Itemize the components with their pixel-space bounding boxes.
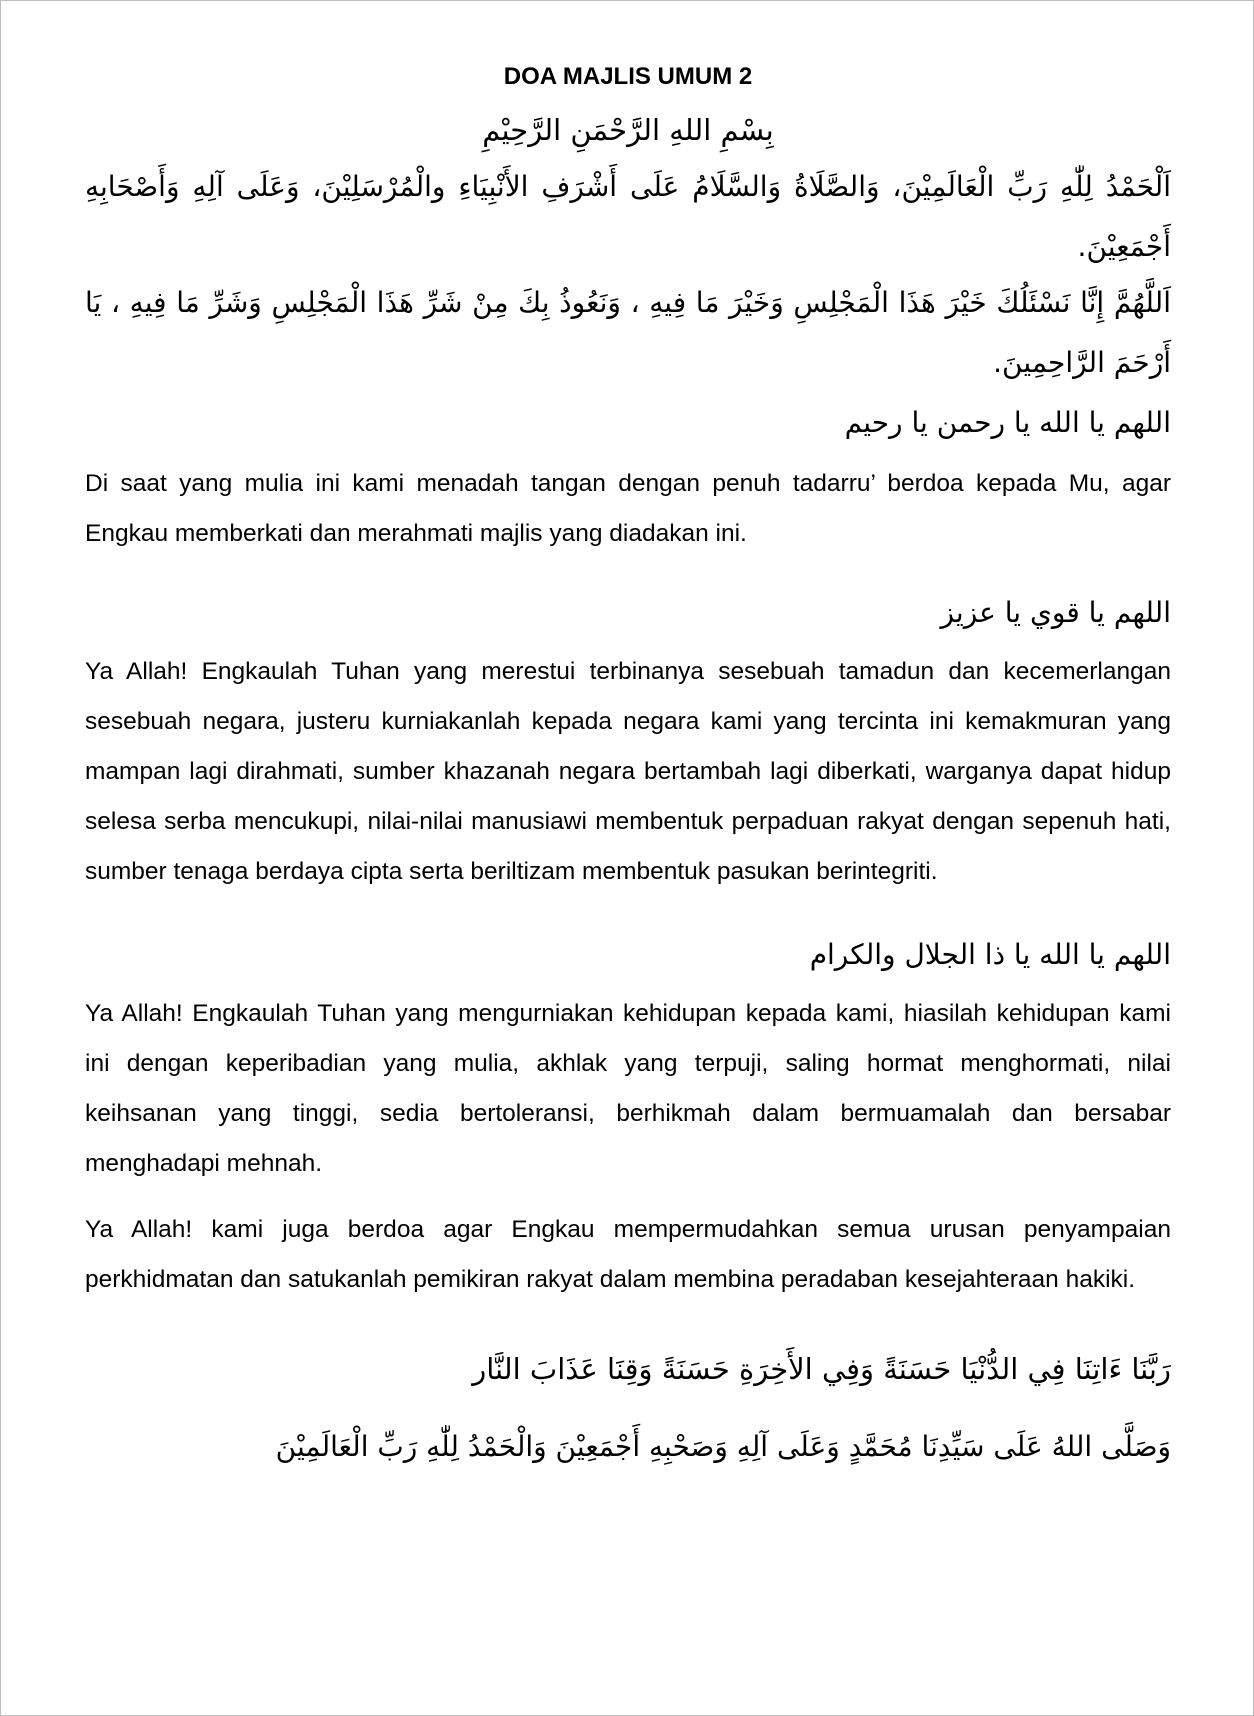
section-paragraph: Ya Allah! Engkaulah Tuhan yang mengurniakan kehidupan kepada kami, hiasilah kehidupan kami ini dengan keperibadian yang mulia, akhlak yang terpuji, saling hormat menghormati, nilai keihsanan yang tinggi, sedia bertoleransi, berhikmah dalam bermuamalah dan bersabar menghadapi mehnah. <box>85 1000 1171 1177</box>
closing-line: وَصَلَّى اللهُ عَلَى سَيِّدِنَا مُحَمَّدٍ وَعَلَى آلِهِ وَصَحْبِهِ أَجْمَعِيْنَ وَالْحَمْدُ لِلّٰهِ رَبِّ الْعَالَمِيْنَ <box>275 1430 1171 1463</box>
section-heading: اللهم يا الله يا رحمن يا رحيم <box>844 406 1171 439</box>
closing-line: رَبَّنَا ءَاتِنَا فِي الدُّنْيَا حَسَنَةً وَفِي الأَخِرَةِ حَسَنَةً وَقِنَا عَذَابَ النَّار <box>472 1352 1171 1386</box>
opening-praise: اَلْحَمْدُ لِلّٰهِ رَبِّ الْعَالَمِيْنَ، وَالصَّلَاةُ وَالسَّلَامُ عَلَى أَشْرَفِ الأَنْبِيَاءِ والْمُرْسَلِيْنَ، وَعَلَى آلِهِ وَأَصْحَابِهِ أَجْمَعِيْنَ. <box>85 170 1171 263</box>
section-paragraph: Di saat yang mulia ini kami menadah tangan dengan penuh tadarru’ berdoa kepada Mu, agar Engkau memberkati dan merahmati majlis yang diadakan ini. <box>85 470 1171 547</box>
section-paragraph: Ya Allah! kami juga berdoa agar Engkau mempermudahkan semua urusan penyampaian perkhidmatan dan satukanlah pemikiran rakyat dalam membina peradaban kesejahteraan hakiki. <box>85 1216 1171 1293</box>
basmalah: بِسْمِ اللهِ الرَّحْمَنِ الرَّحِيْمِ <box>482 113 774 147</box>
opening-supplication: اَللَّهُمَّ إِنَّا نَسْئَلُكَ خَيْرَ هَذَا الْمَجْلِسِ وَخَيْرَ مَا فِيهِ ، وَنَعُوذُ بِكَ مِنْ شَرِّ هَذَا الْمَجْلِسِ وَشَرِّ مَا فِيهِ ، يَا أَرْحَمَ الرَّاحِمِينَ. <box>85 286 1171 379</box>
document-title: DOA MAJLIS UMUM 2 <box>503 63 753 90</box>
section-paragraph: Ya Allah! Engkaulah Tuhan yang merestui terbinanya sesebuah tamadun dan kecemerlangan sesebuah negara, justeru kurniakanlah kepada negara kami yang tercinta ini kemakmuran yang mampan lagi dirahmati, sumber khazanah negara bertambah lagi diberkati, warganya dapat hidup selesa serba mencukupi, nilai-nilai manusiawi membentuk perpaduan rakyat dengan sepenuh hati, sumber tenaga berdaya cipta serta beriltizam membentuk pasukan berintegriti. <box>85 658 1171 885</box>
section-heading: اللهم يا قوي يا عزيز <box>940 596 1171 629</box>
section-heading: اللهم يا الله يا ذا الجلال والكرام <box>809 938 1171 971</box>
document-content <box>85 63 1171 1469</box>
